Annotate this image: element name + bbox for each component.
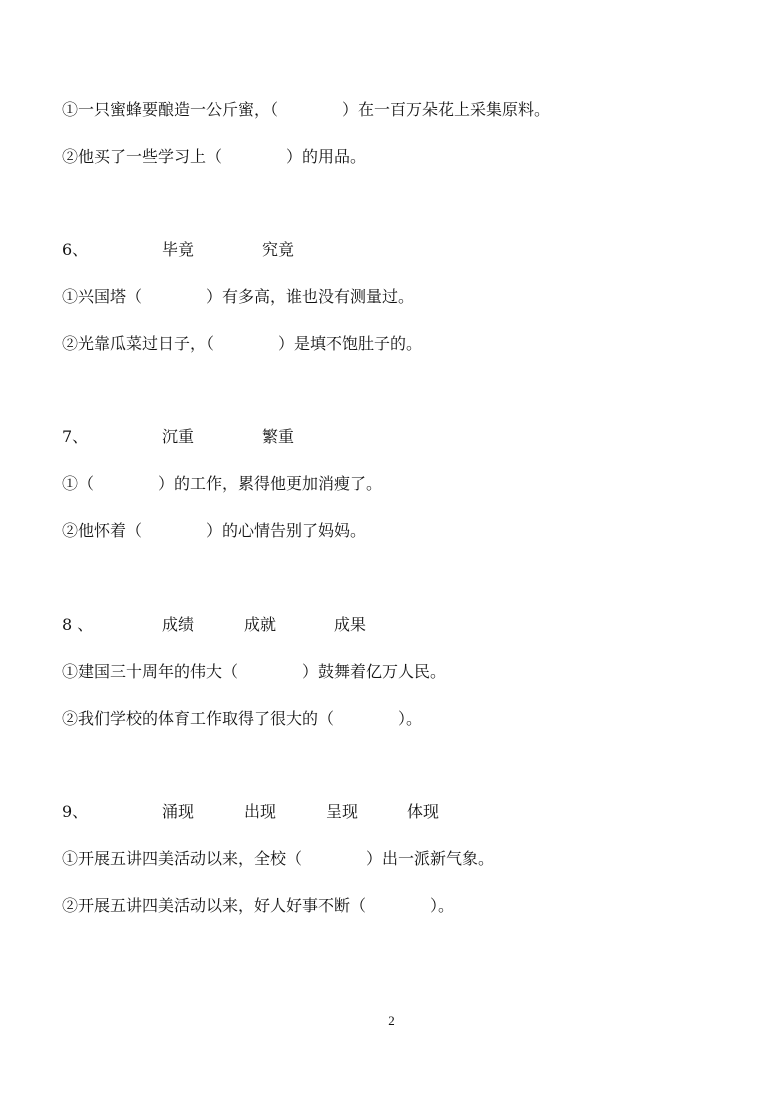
word-option: 成果 <box>334 615 367 634</box>
word-option: 出现 <box>244 802 277 821</box>
sentence-line: ②开展五讲四美活动以来，好人好事不断（ ）。 <box>62 896 455 915</box>
group-number: 9、 <box>62 802 89 821</box>
word-option: 究竟 <box>262 240 295 259</box>
group-number: 7、 <box>62 427 89 446</box>
sentence-line: ①开展五讲四美活动以来，全校（ ）出一派新气象。 <box>62 849 495 868</box>
group-number: 6、 <box>62 240 89 259</box>
group-number: 8 、 <box>62 615 94 634</box>
word-option: 涌现 <box>162 802 195 821</box>
page-number: 2 <box>388 1013 395 1028</box>
word-option: 成就 <box>244 615 277 634</box>
sentence-line: ①（ ）的工作，累得他更加消瘦了。 <box>62 474 383 493</box>
sentence-line: ①建国三十周年的伟大（ ）鼓舞着亿万人民。 <box>62 662 447 681</box>
word-option: 毕竟 <box>162 240 195 259</box>
sentence-line: ②他怀着（ ）的心情告别了妈妈。 <box>62 521 367 540</box>
sentence-line: ①兴国塔（ ）有多高，谁也没有测量过。 <box>62 287 415 306</box>
sentence-line: ①一只蜜蜂要酿造一公斤蜜，（ ）在一百万朵花上采集原料。 <box>62 100 551 119</box>
sentence-line: ②我们学校的体育工作取得了很大的（ ）。 <box>62 709 423 728</box>
word-option: 体现 <box>407 802 440 821</box>
word-option: 繁重 <box>262 427 295 446</box>
sentence-line: ②他买了一些学习上（ ）的用品。 <box>62 147 367 166</box>
word-option: 呈现 <box>326 802 359 821</box>
word-option: 成绩 <box>162 615 195 634</box>
word-option: 沉重 <box>162 427 195 446</box>
sentence-line: ②光靠瓜菜过日子，（ ）是填不饱肚子的。 <box>62 334 423 353</box>
